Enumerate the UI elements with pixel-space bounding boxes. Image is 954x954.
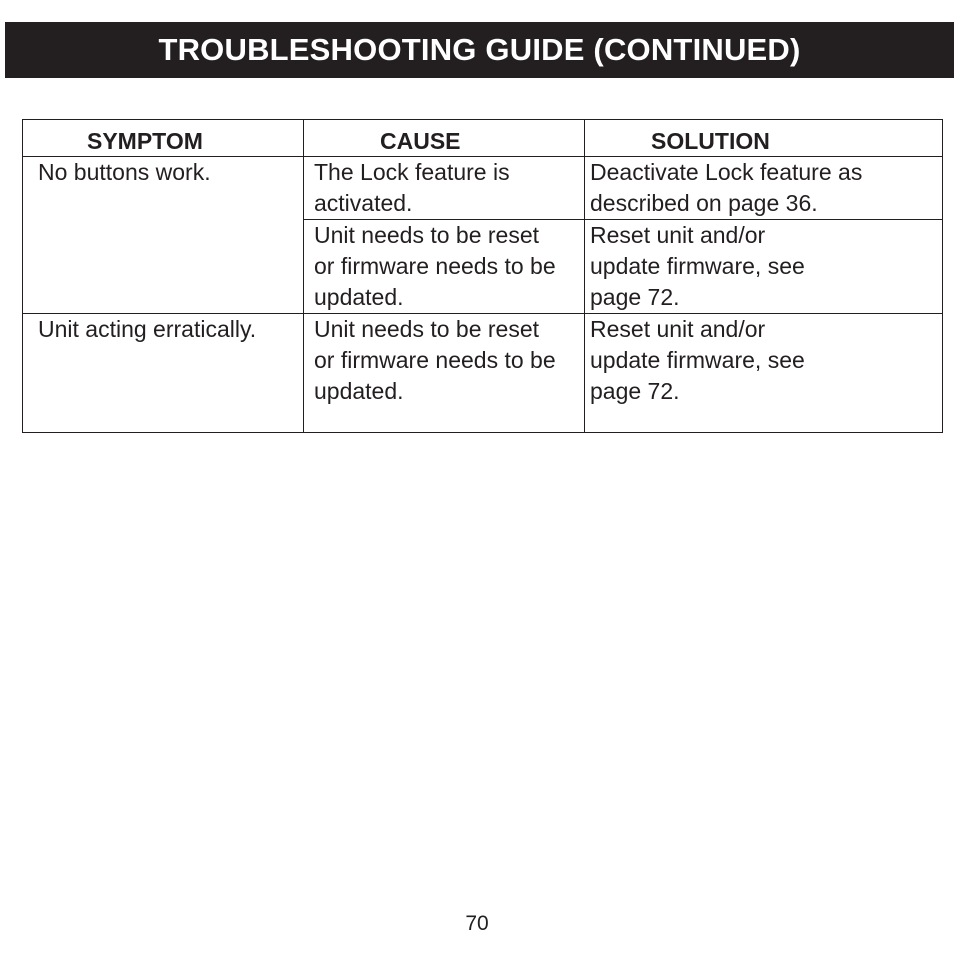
title-bar [5,22,954,78]
solution-cell [585,157,943,220]
symptom-text: No buttons work. [38,159,211,185]
solution-line: page 72. [590,284,680,310]
cause-line: activated. [314,190,413,216]
solution-line: Reset unit and/or [590,222,766,248]
solution-line: update firmware, see [590,347,805,373]
cause-cell [304,220,585,314]
header-symptom: SYMPTOM [23,120,304,157]
cause-line: or firmware needs to be [314,253,556,279]
cause-line: Unit needs to be reset [314,316,540,342]
solution-line: Deactivate Lock feature as [590,159,863,185]
symptom-text: Unit acting erratically. [38,316,257,342]
solution-line: page 72. [590,378,680,404]
cause-line: Unit needs to be reset [314,222,540,248]
header-cause: CAUSE [304,120,585,157]
cause-line: The Lock feature is [314,159,510,185]
page-title: TROUBLESHOOTING GUIDE (CONTINUED) [158,32,801,67]
solution-line: update firmware, see [590,253,805,279]
table-row [23,314,943,433]
table-row [23,157,943,220]
table-header-row [23,120,943,157]
cause-line: updated. [314,378,404,404]
solution-cell [585,314,943,433]
symptom-cell [23,314,304,433]
page-number: 70 [465,912,489,935]
cause-cell [304,157,585,220]
cause-line: updated. [314,284,404,310]
cause-cell [304,314,585,433]
cause-line: or firmware needs to be [314,347,556,373]
symptom-cell [23,157,304,314]
solution-cell [585,220,943,314]
solution-line: Reset unit and/or [590,316,766,342]
header-solution: SOLUTION [585,120,943,157]
troubleshooting-table [22,119,943,433]
solution-line: described on page 36. [590,190,818,216]
